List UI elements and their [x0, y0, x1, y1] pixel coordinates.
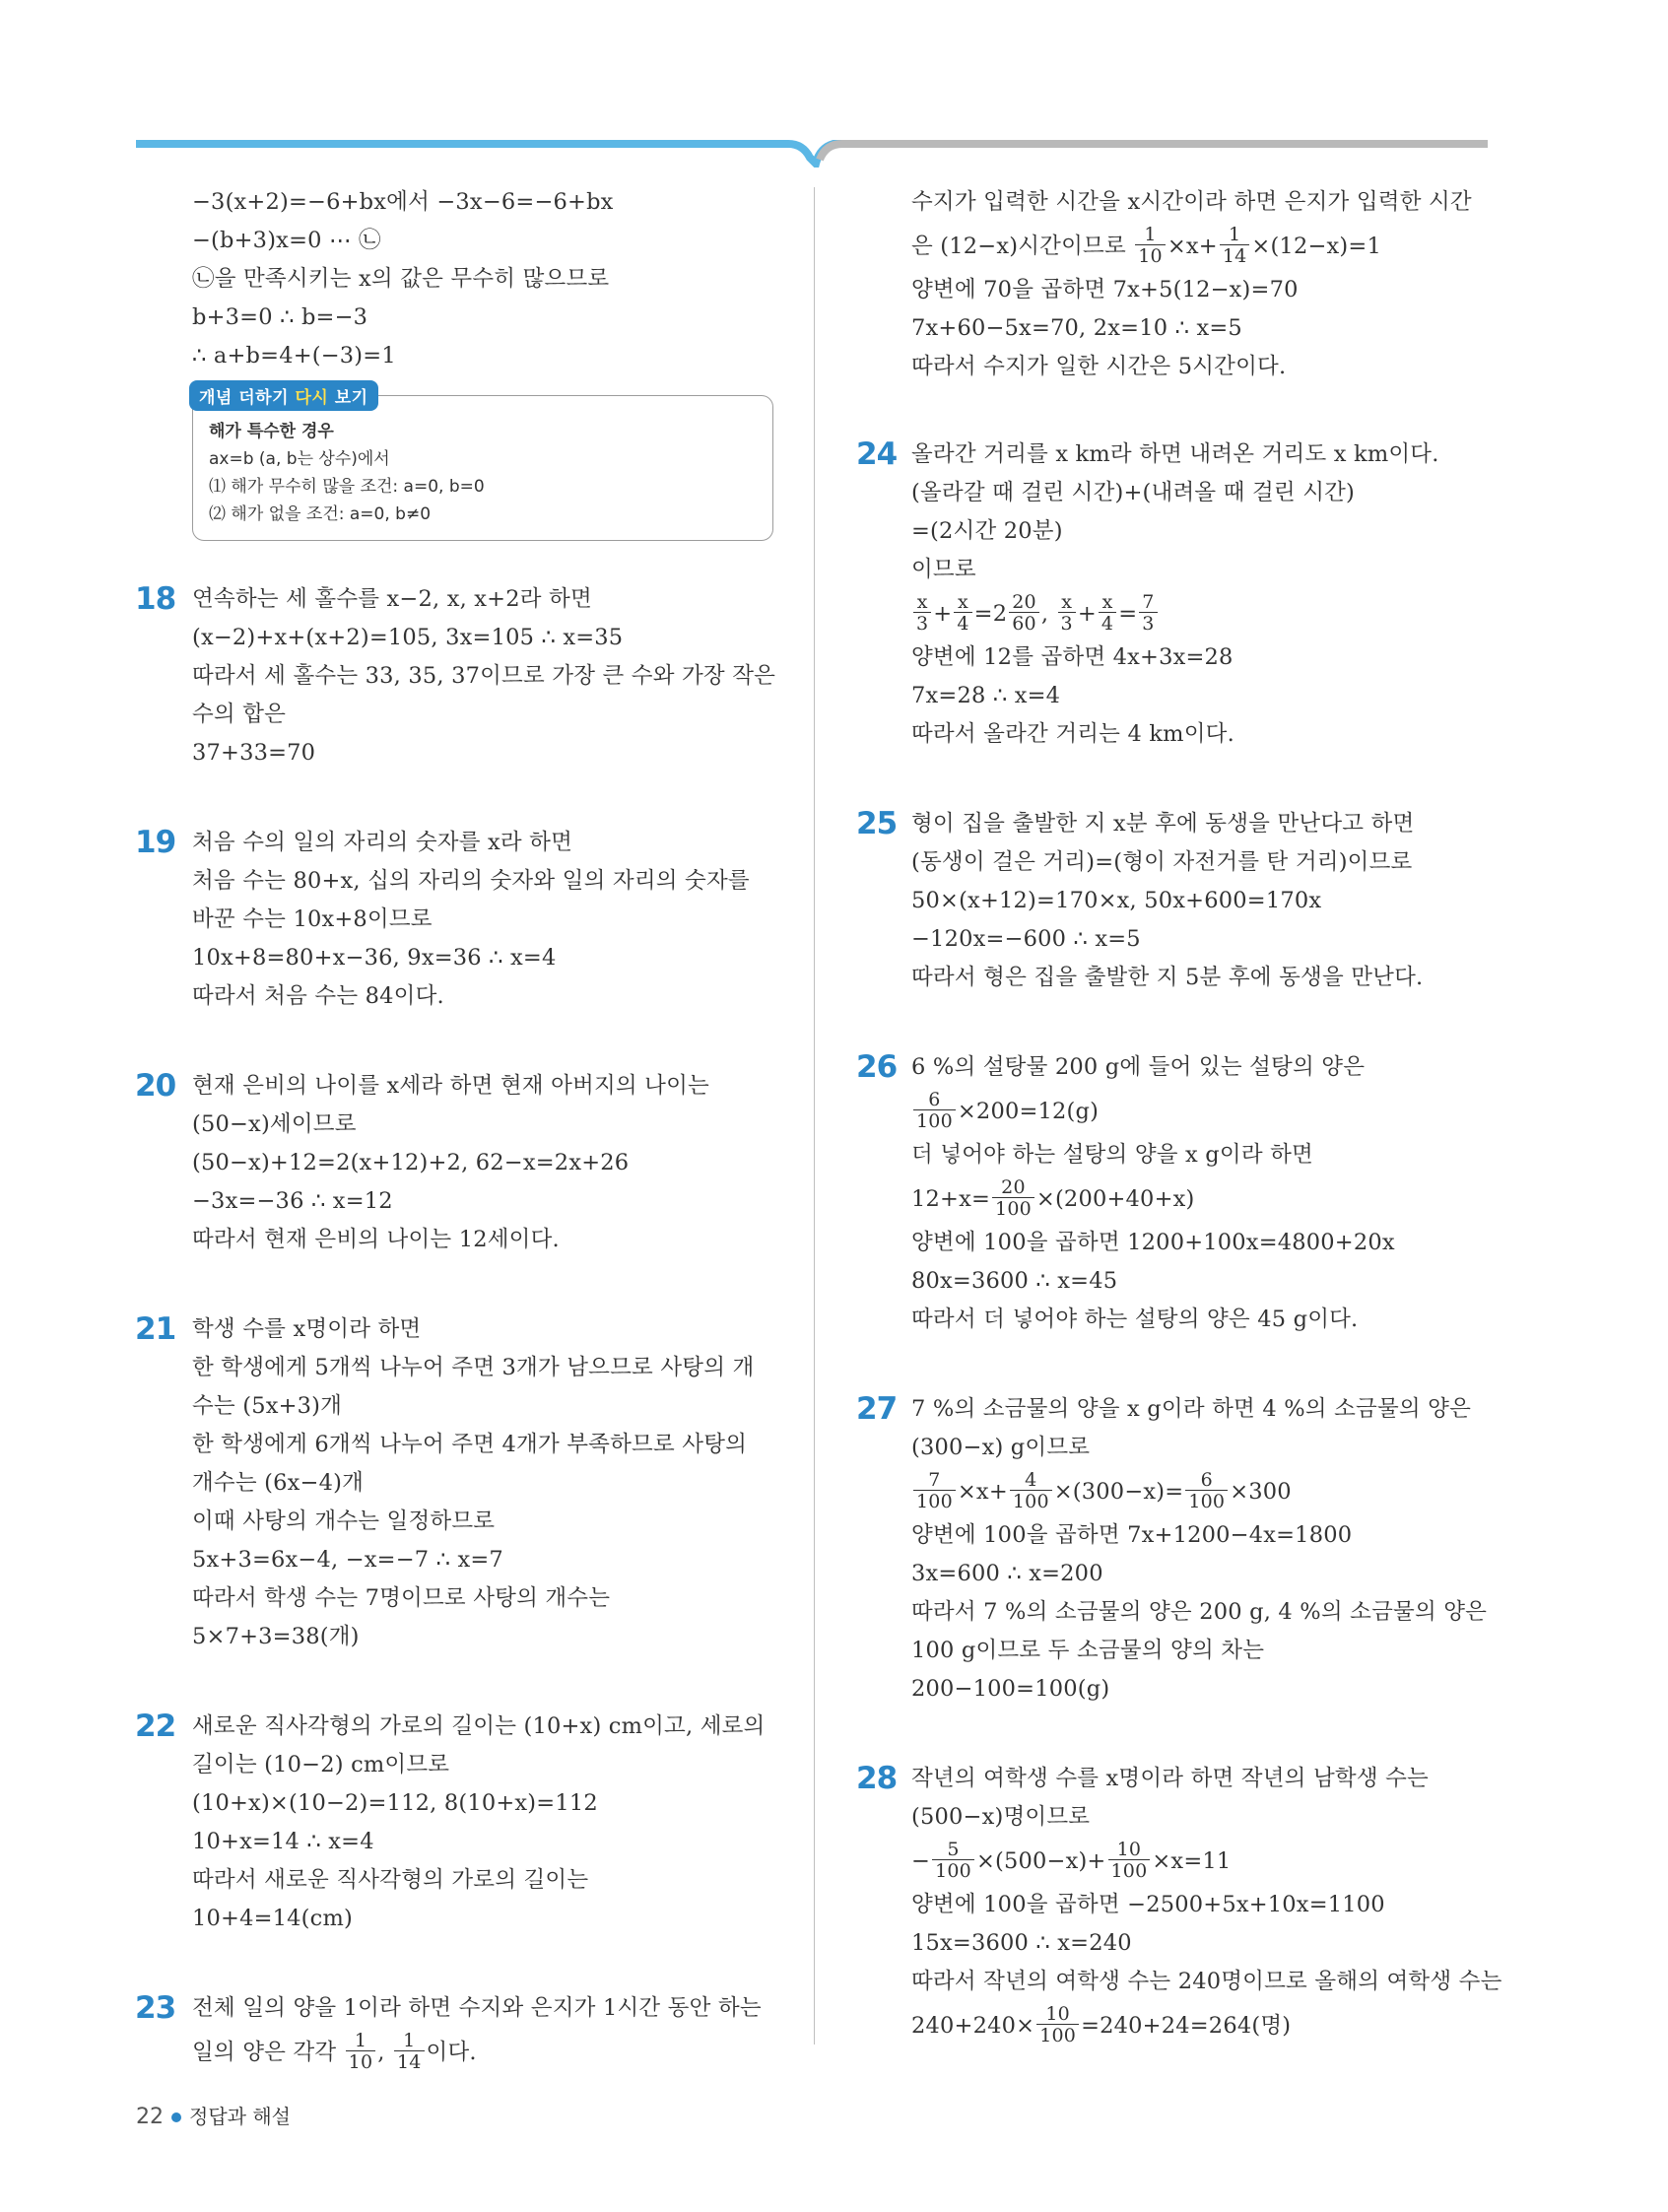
equation-line: [911, 2001, 1502, 2050]
column-divider: [814, 187, 815, 2044]
text-fragment: ,: [377, 2040, 392, 2065]
text-line: −120x=−600 ∴ x=5: [911, 926, 1141, 952]
text-line: (50−x)세이므로: [192, 1111, 357, 1137]
text-line: (동생이 걸은 거리)=(형이 자전거를 탄 거리)이므로: [911, 849, 1413, 875]
denominator: 14: [396, 2050, 422, 2073]
text-line: 37+33=70: [192, 740, 316, 766]
text-line: 따라서 새로운 직사각형의 가로의 길이는: [192, 1867, 589, 1893]
fraction: [992, 1175, 1034, 1220]
fraction: [1108, 1838, 1151, 1882]
text-fragment: ×x+: [1167, 234, 1218, 259]
fraction: [1099, 590, 1116, 635]
problem-number: 26: [856, 1049, 898, 1085]
denominator: 3: [1060, 612, 1073, 635]
denominator: 100: [1188, 1490, 1226, 1512]
text-line: 연속하는 세 홀수를 x−2, x, x+2라 하면: [192, 586, 592, 612]
denominator: 100: [1110, 1859, 1148, 1882]
denominator: 4: [1101, 612, 1114, 635]
text-line: −3x=−36 ∴ x=12: [192, 1188, 393, 1214]
fraction: [1036, 2002, 1079, 2046]
problem-number: 27: [856, 1391, 898, 1427]
left-column: [135, 183, 783, 2077]
text-line: 따라서 형은 집을 출발한 지 5분 후에 동생을 만난다.: [911, 965, 1424, 990]
numerator: 1: [394, 2032, 425, 2051]
numerator: 7: [1139, 593, 1157, 613]
text-line: 80x=3600 ∴ x=45: [911, 1268, 1118, 1294]
fraction: [932, 1838, 974, 1882]
text-line: 처음 수는 80+x, 십의 자리의 숫자와 일의 자리의 숫자를: [192, 868, 750, 894]
text-fragment: ×x=11: [1152, 1848, 1232, 1874]
fraction: [1185, 1468, 1228, 1512]
text-line: −(b+3)x=0 ⋯ ㉡: [192, 228, 381, 253]
text-line: 6 %의 설탕물 200 g에 들어 있는 설탕의 양은: [911, 1054, 1366, 1080]
equation-line: [911, 1087, 1502, 1136]
concept-line: ⑵ 해가 없을 조건: a=0, b≠0: [209, 504, 432, 524]
text-line: 학생 수를 x명이라 하면: [192, 1316, 422, 1342]
problem-24: [856, 436, 1502, 754]
equation-line: [911, 589, 1502, 638]
text-line: 따라서 현재 은비의 나이는 12세이다.: [192, 1227, 560, 1252]
problem-number: 19: [135, 825, 176, 860]
header-tab-bar: [0, 0, 1668, 168]
text-line: 한 학생에게 6개씩 나누어 주면 4개가 부족하므로 사탕의: [192, 1432, 748, 1457]
text-line: 따라서 세 홀수는 33, 35, 37이므로 가장 큰 수와 가장 작은: [192, 663, 776, 689]
fraction: [1010, 1468, 1052, 1512]
text-line: 따라서 학생 수는 7명이므로 사탕의 개수는: [192, 1585, 611, 1611]
text-line: (10+x)×(10−2)=112, 8(10+x)=112: [192, 1790, 598, 1816]
fraction: [1009, 590, 1039, 635]
text-line: 더 넣어야 하는 설탕의 양을 x g이라 하면: [911, 1142, 1313, 1168]
footer-label: 정답과 해설: [189, 2105, 291, 2128]
text-line: 한 학생에게 5개씩 나누어 주면 3개가 남으므로 사탕의 개: [192, 1355, 755, 1380]
denominator: 3: [916, 612, 929, 635]
numerator: 7: [913, 1471, 956, 1491]
text-line: 7x=28 ∴ x=4: [911, 683, 1061, 708]
problem-19: [135, 824, 783, 1016]
text-line: 따라서 작년의 여학생 수는 240명이므로 올해의 여학생 수는: [911, 1969, 1502, 1994]
fraction: [1220, 223, 1250, 267]
fraction: [394, 2029, 425, 2073]
text-fragment: =240+24=264(명): [1081, 2013, 1292, 2039]
text-line: 길이는 (10−2) cm이므로: [192, 1752, 450, 1777]
problem-number: 18: [135, 581, 176, 617]
text-line: 현재 은비의 나이를 x세라 하면 현재 아버지의 나이는: [192, 1073, 709, 1099]
equation-line: [911, 1467, 1502, 1516]
text-line: 100 g이므로 두 소금물의 양의 차는: [911, 1638, 1265, 1663]
right-column: [856, 183, 1502, 2050]
page-footer: [136, 2101, 291, 2129]
problem-number: 22: [135, 1709, 176, 1744]
denominator: 4: [957, 612, 969, 635]
page-number: 22: [136, 2105, 164, 2129]
numerator: x: [954, 593, 971, 613]
numerator: 5: [932, 1841, 974, 1860]
text-line: ∴ a+b=4+(−3)=1: [192, 343, 396, 369]
denominator: 100: [935, 1859, 971, 1882]
problem-number: 20: [135, 1068, 176, 1104]
equation-line: [911, 1174, 1502, 1224]
denominator: 100: [916, 1490, 953, 1512]
problem-28: [856, 1760, 1502, 2050]
text-line: (x−2)+x+(x+2)=105, 3x=105 ∴ x=35: [192, 625, 624, 650]
text-line: 이때 사탕의 개수는 일정하므로: [192, 1508, 496, 1534]
text-line: 따라서 더 넣어야 하는 설탕의 양은 45 g이다.: [911, 1307, 1359, 1332]
text-line: 양변에 100을 곱하면 1200+100x=4800+20x: [911, 1230, 1395, 1255]
problem-27: [856, 1390, 1502, 1709]
text-line: 50×(x+12)=170×x, 50x+600=170x: [911, 888, 1322, 913]
concept-line: ⑴ 해가 무수히 많을 조건: a=0, b=0: [209, 477, 485, 497]
text-line: 따라서 올라간 거리는 4 km이다.: [911, 721, 1234, 747]
text-line: 전체 일의 양을 1이라 하면 수지와 은지가 1시간 동안 하는: [192, 1995, 762, 2021]
text-fragment: ×(500−x)+: [975, 1848, 1106, 1874]
text-line: 10x+8=80+x−36, 9x=36 ∴ x=4: [192, 945, 557, 971]
denominator: 60: [1012, 612, 1036, 635]
header-secondary-bar: [820, 144, 1488, 160]
title-part: 보기: [328, 388, 368, 408]
text-fragment: ×200=12(g): [957, 1099, 1100, 1124]
denominator: 10: [1138, 244, 1163, 267]
fraction: [913, 1468, 956, 1512]
fraction: [1139, 590, 1157, 635]
denominator: 10: [348, 2050, 373, 2073]
text-line: 수의 합은: [192, 702, 287, 727]
text-fragment: ×(200+40+x): [1035, 1186, 1195, 1212]
title-highlight: 다시: [295, 388, 329, 408]
numerator: 6: [913, 1091, 956, 1110]
numerator: 1: [1135, 226, 1166, 245]
text-line: 5x+3=6x−4, −x=−7 ∴ x=7: [192, 1547, 503, 1573]
text-fragment: ×(300−x)=: [1053, 1479, 1184, 1505]
problem-number: 24: [856, 436, 898, 472]
text-line: 7 %의 소금물의 양을 x g이라 하면 4 %의 소금물의 양은: [911, 1396, 1472, 1422]
bullet-dot-icon: [171, 2112, 181, 2122]
text-line: 따라서 7 %의 소금물의 양은 200 g, 4 %의 소금물의 양은: [911, 1599, 1488, 1625]
numerator: 4: [1010, 1471, 1052, 1491]
text-line: 이므로: [911, 557, 976, 582]
problem-23-continued: [911, 183, 1502, 386]
problem-25: [856, 805, 1502, 997]
text-line: =(2시간 20분): [911, 518, 1063, 544]
text-line: 5×7+3=38(개): [192, 1624, 360, 1649]
denominator: 100: [1039, 2024, 1077, 2046]
denominator: 14: [1222, 244, 1247, 267]
text-line: 바꾼 수는 10x+8이므로: [192, 906, 433, 932]
text-line: (300−x) g이므로: [911, 1435, 1091, 1460]
fraction: [1135, 223, 1166, 267]
problem-26: [856, 1048, 1502, 1339]
text-line: (50−x)+12=2(x+12)+2, 62−x=2x+26: [192, 1150, 630, 1175]
text-line: 처음 수의 일의 자리의 숫자를 x라 하면: [192, 830, 573, 855]
problem-number: 25: [856, 806, 898, 841]
text-fragment: ,: [1040, 601, 1056, 627]
numerator: x: [913, 593, 931, 613]
concept-heading: 해가 특수한 경우: [209, 422, 334, 441]
text-line: −3(x+2)=−6+bx에서 −3x−6=−6+bx: [192, 189, 614, 215]
concept-box: [192, 388, 773, 541]
text-line: 양변에 12를 곱하면 4x+3x=28: [911, 644, 1234, 670]
numerator: x: [1099, 593, 1116, 613]
denominator: 100: [1012, 1490, 1049, 1512]
problem-number: 23: [135, 1990, 176, 2026]
fraction: [913, 1088, 956, 1132]
text-line: 올라간 거리를 x km라 하면 내려온 거리도 x km이다.: [911, 441, 1439, 467]
fraction: [954, 590, 971, 635]
problem-18: [135, 580, 783, 772]
fraction: [913, 590, 931, 635]
text-fragment: 이다.: [426, 2040, 477, 2065]
text-fragment: −: [911, 1848, 931, 1874]
denominator: 100: [916, 1109, 953, 1132]
text-fragment: =2: [973, 601, 1008, 627]
numerator: 1: [346, 2032, 376, 2051]
text-line: 7x+60−5x=70, 2x=10 ∴ x=5: [911, 315, 1242, 341]
intro-solution: [192, 183, 783, 375]
text-line: 10+4=14(cm): [192, 1906, 353, 1931]
text-fragment: 240+240×: [911, 2013, 1035, 2039]
text-line: [192, 2028, 783, 2077]
text-line: 양변에 100을 곱하면 7x+1200−4x=1800: [911, 1522, 1353, 1548]
equation-line: [911, 1837, 1502, 1886]
text-fragment: +: [1077, 601, 1097, 627]
text-fragment: 12+x=: [911, 1186, 991, 1212]
denominator: 100: [995, 1197, 1032, 1220]
numerator: x: [1058, 593, 1076, 613]
problem-21: [135, 1310, 783, 1656]
problem-23: [135, 1989, 783, 2077]
numerator: 10: [1108, 1841, 1151, 1860]
text-line: 양변에 70을 곱하면 7x+5(12−x)=70: [911, 277, 1299, 302]
text-line: 수지가 입력한 시간을 x시간이라 하면 은지가 입력한 시간: [911, 189, 1472, 215]
text-line: 200−100=100(g): [911, 1676, 1110, 1702]
text-line: 양변에 100을 곱하면 −2500+5x+10x=1100: [911, 1892, 1385, 1917]
numerator: 20: [992, 1178, 1034, 1198]
text-line: 작년의 여학생 수를 x명이라 하면 작년의 남학생 수는: [911, 1766, 1429, 1791]
text-line: 3x=600 ∴ x=200: [911, 1561, 1103, 1586]
numerator: 20: [1009, 593, 1039, 613]
problem-number: 21: [135, 1311, 176, 1347]
text-line: (올라갈 때 걸린 시간)+(내려올 때 걸린 시간): [911, 480, 1356, 505]
numerator: 1: [1220, 226, 1250, 245]
text-line: 새로운 직사각형의 가로의 길이는 (10+x) cm이고, 세로의: [192, 1713, 766, 1739]
text-line: ㉡을 만족시키는 x의 값은 무수히 많으므로: [192, 266, 610, 292]
fraction: [346, 2029, 376, 2073]
text-fragment: ×x+: [957, 1479, 1008, 1505]
problem-22: [135, 1708, 783, 1938]
fraction: [1058, 590, 1076, 635]
text-fragment: ×(12−x)=1: [1251, 234, 1381, 259]
text-line: [911, 222, 1502, 271]
problem-number: 28: [856, 1761, 898, 1796]
text-fragment: ×300: [1230, 1479, 1292, 1505]
text-fragment: =: [1118, 601, 1138, 627]
concept-box-title: [189, 380, 378, 411]
text-line: 10+x=14 ∴ x=4: [192, 1829, 374, 1854]
text-line: 수는 (5x+3)개: [192, 1393, 343, 1419]
title-part: 개념 더하기: [199, 388, 296, 408]
text-fragment: 은 (12−x)시간이므로: [911, 234, 1134, 259]
text-line: 따라서 처음 수는 84이다.: [192, 983, 444, 1009]
concept-line: ax=b (a, b는 상수)에서: [209, 449, 390, 469]
text-line: (500−x)명이므로: [911, 1804, 1091, 1830]
denominator: 3: [1142, 612, 1155, 635]
text-fragment: 일의 양은 각각: [192, 2040, 344, 2065]
numerator: 6: [1185, 1471, 1228, 1491]
text-fragment: +: [933, 601, 953, 627]
text-line: 개수는 (6x−4)개: [192, 1470, 365, 1496]
numerator: 10: [1036, 2005, 1079, 2025]
text-line: 15x=3600 ∴ x=240: [911, 1930, 1132, 1956]
problem-20: [135, 1067, 783, 1259]
text-line: b+3=0 ∴ b=−3: [192, 304, 368, 330]
text-line: 형이 집을 출발한 지 x분 후에 동생을 만난다고 하면: [911, 811, 1415, 837]
text-line: 따라서 수지가 일한 시간은 5시간이다.: [911, 354, 1287, 379]
